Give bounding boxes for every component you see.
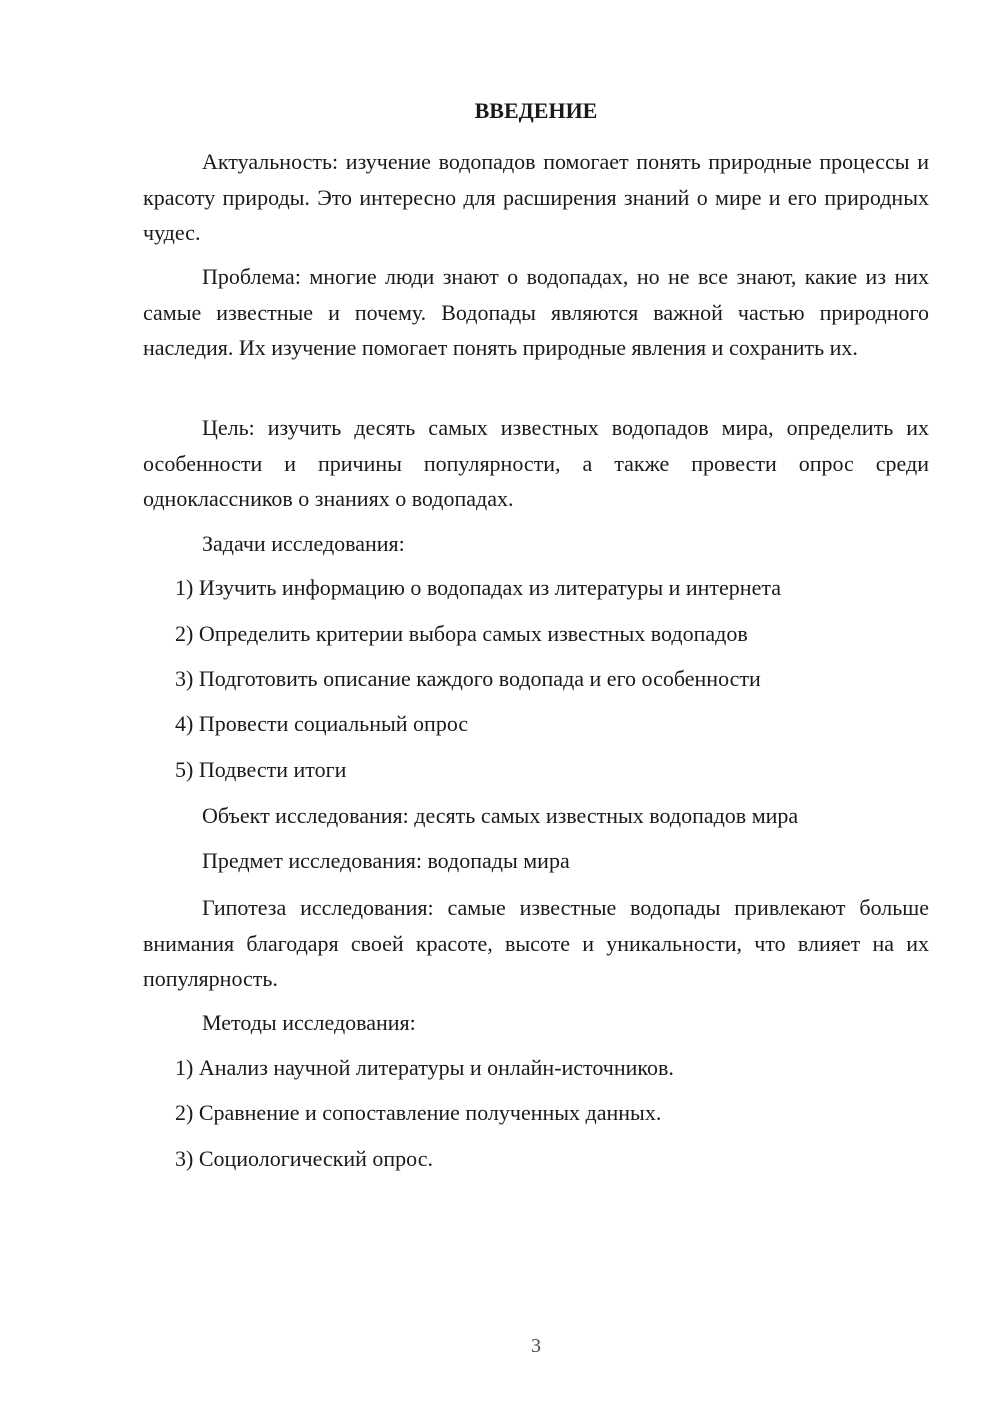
task-item: 5) Подвести итоги	[175, 757, 347, 782]
section-title: ВВЕДЕНИЕ	[474, 98, 598, 123]
task-item: 4) Провести социальный опрос	[175, 711, 469, 736]
paragraph-problem: Проблема: многие люди знают о водопадах, но не все знают, какие из них самые известные и почему. Водопады являются важной частью природного наследия. Их изучение помогает понять природные явления и сохранить их.	[143, 264, 929, 360]
research-object: Объект исследования: десять самых известных водопадов мира	[202, 803, 799, 828]
research-subject: Предмет исследования: водопады мира	[202, 848, 570, 873]
tasks-heading: Задачи исследования:	[202, 531, 405, 556]
paragraph-goal: Цель: изучить десять самых известных водопадов мира, определить их особенности и причины популярности, а также провести опрос среди одноклассников о знаниях о водопадах.	[143, 415, 929, 511]
method-item: 2) Сравнение и сопоставление полученных данных.	[175, 1100, 662, 1125]
paragraph-hypothesis: Гипотеза исследования: самые известные водопады привлекают больше внимания благодаря своей красоте, высоте и уникальности, что влияет на их популярность.	[143, 895, 929, 991]
task-item: 3) Подготовить описание каждого водопада и его особенности	[175, 666, 761, 691]
method-item: 1) Анализ научной литературы и онлайн-источников.	[175, 1055, 674, 1080]
task-item: 2) Определить критерии выбора самых известных водопадов	[175, 621, 748, 646]
methods-heading: Методы исследования:	[202, 1010, 416, 1035]
paragraph-relevance: Актуальность: изучение водопадов помогает понять природные процессы и красоту природы. Это интересно для расширения знаний о мире и его природных чудес.	[143, 149, 929, 245]
method-item: 3) Социологический опрос.	[175, 1146, 433, 1171]
page-number: 3	[531, 1335, 541, 1357]
task-item: 1) Изучить информацию о водопадах из литературы и интернета	[175, 575, 781, 600]
